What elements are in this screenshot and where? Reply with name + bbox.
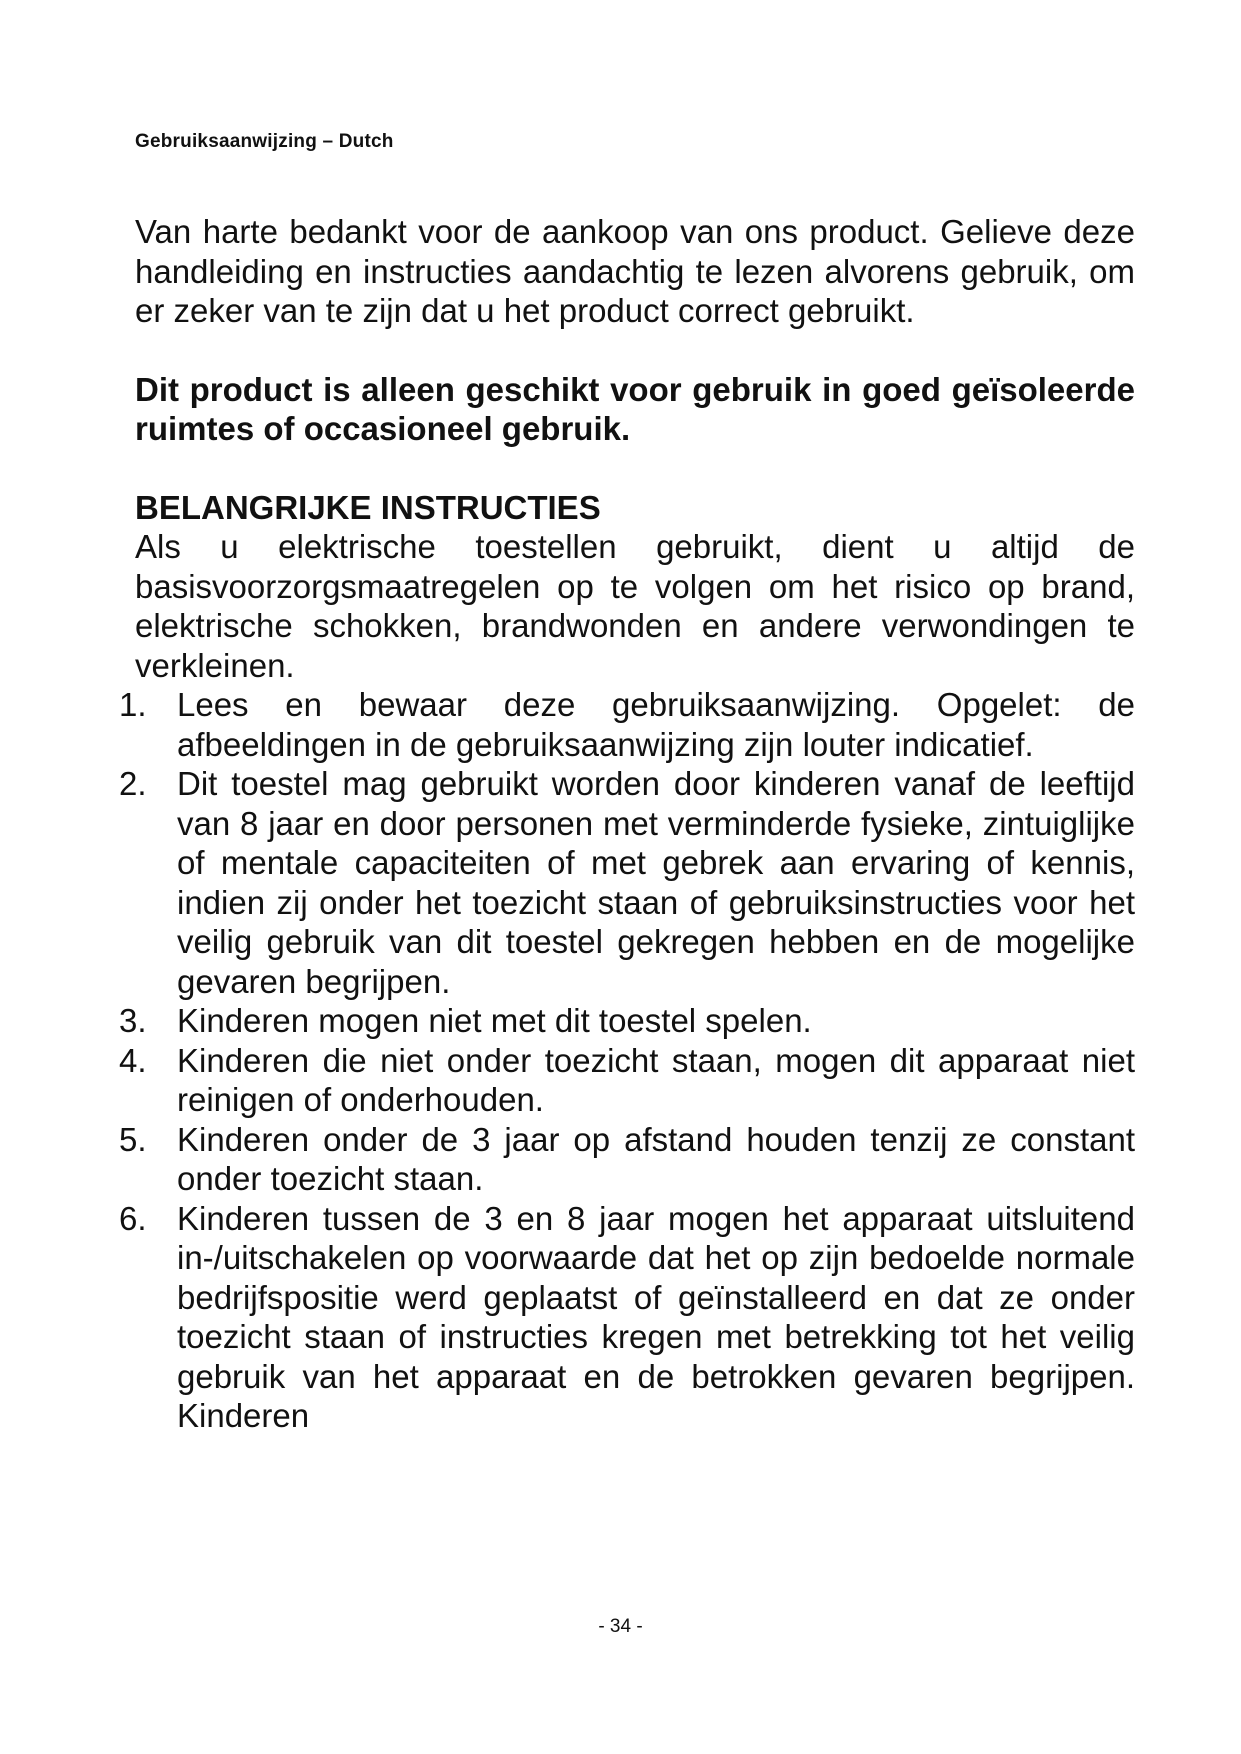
page-number: - 34 - (598, 1616, 643, 1637)
list-item-number: 4. (119, 1041, 147, 1079)
list-item-text: Dit toestel mag gebruikt worden door kinderen vanaf de leeftijd van 8 jaar en door personen met verminderde fysieke, zintuiglijke of mentale capaciteiten of met gebrek aan ervaring of kennis, indien zij onder het toezicht staan of gebruiksinstructies voor het veilig gebruik van dit toestel gekregen hebben en de mogelijke gevaren begrijpen. (177, 765, 1135, 1000)
warning-paragraph: Dit product is alleen geschikt voor gebruik in goed geïsoleerde ruimtes of occasioneel gebruik. (135, 370, 1135, 447)
list-item-number: 5. (119, 1120, 147, 1158)
list-item (119, 685, 1135, 764)
list-item-number: 1. (119, 686, 147, 723)
list-item-text: Lees en bewaar deze gebruiksaanwijzing. Opgelet: de afbeeldingen in de gebruiksaanwijzing zijn louter indicatief. (177, 686, 1135, 763)
section-title: BELANGRIJKE INSTRUCTIES (135, 488, 601, 526)
page-content (119, 212, 1135, 1436)
list-item-number: 6. (119, 1199, 147, 1237)
list-item-text: Kinderen mogen niet met dit toestel spelen. (177, 1002, 812, 1039)
list-item (119, 1120, 1135, 1199)
list-item-text: Kinderen die niet onder toezicht staan, mogen dit apparaat niet reinigen of onderhouden. (177, 1041, 1135, 1118)
list-item-number: 2. (119, 765, 147, 802)
list-item (119, 1001, 1135, 1041)
list-item (119, 1041, 1135, 1120)
list-item (119, 764, 1135, 1001)
list-item (119, 1199, 1135, 1436)
list-item-text: Kinderen tussen de 3 en 8 jaar mogen het apparaat uitsluitend in-/uitschakelen op voorwaarde dat het op zijn bedoelde normale bedrijfspositie werd geplaatst of geïnstalleerd en dat ze onder toezicht staan of instructies kregen met betrekking tot het veilig gebruik van het apparaat en de betrokken gevaren begrijpen. Kinderen (177, 1199, 1135, 1434)
list-item-text: Kinderen onder de 3 jaar op afstand houden tenzij ze constant onder toezicht staan. (177, 1120, 1135, 1197)
instruction-list (119, 685, 1135, 1436)
list-item-number: 3. (119, 1002, 147, 1039)
intro-paragraph: Van harte bedankt voor de aankoop van ons product. Gelieve deze handleiding en instructies aandachtig te lezen alvorens gebruik, om er zeker van te zijn dat u het product correct gebruikt. (135, 213, 1135, 329)
section-lead: Als u elektrische toestellen gebruikt, dient u altijd de basisvoorzorgsmaatregelen op te volgen om het risico op brand, elektrische schokken, brandwonden en andere verwondingen te verkleinen. (135, 528, 1135, 684)
page-header: Gebruiksaanwijzing – Dutch (135, 131, 394, 152)
